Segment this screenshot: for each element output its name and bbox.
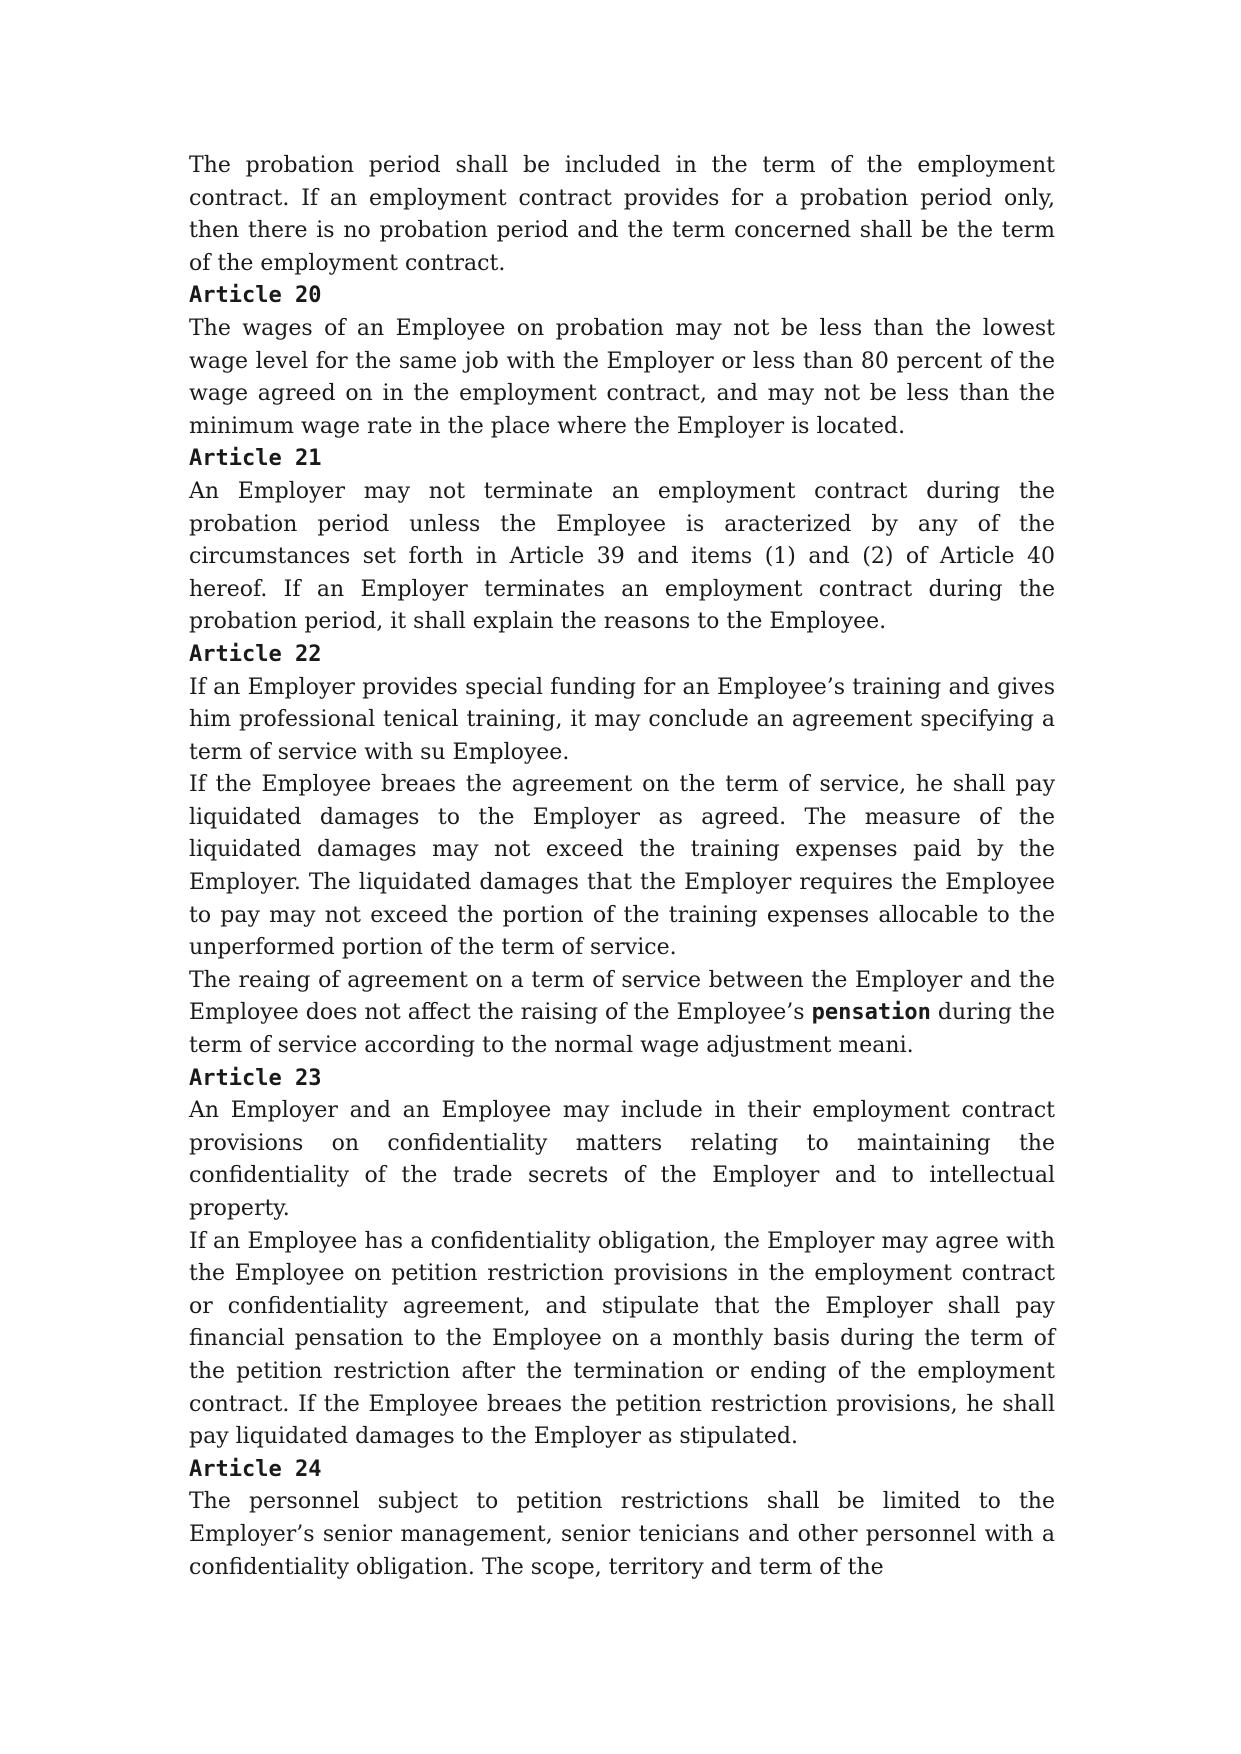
para-article-22-a: If an Employer provides special funding for an Employee’s training and gives him professional tenical training, it may conclude an agreement specifying a term of service with su Employee. [189, 674, 1055, 765]
article-21-heading: Article 21 [189, 446, 322, 472]
article-20-heading: Article 20 [189, 283, 322, 309]
bold-term-pensation: pensation [811, 1000, 931, 1026]
para-probation-term: The probation period shall be included in the term of the employment contract. If an employment contract provides for a probation period only, then there is no probation period and the term concerned shall be the term of the employment contract. [189, 153, 1055, 276]
article-23-heading: Article 23 [189, 1065, 322, 1091]
para-article-22-b: If the Employee breaes the agreement on the term of service, he shall pay liquidated damages to the Employer as agreed. The measure of the liquidated damages may not exceed the training expenses paid by the Employer. The liquidated damages that the Employer requires the Employee to pay may not exceed the portion of the training expenses allocable to the unperformed portion of the term of service. [189, 772, 1055, 961]
para-article-24: The personnel subject to petition restrictions shall be limited to the Employer’s senior management, senior tenicians and other personnel with a confidentiality obligation. The scope, territory and term of the [189, 1489, 1055, 1580]
para-article-22-c-after: during the term of service according to the normal wage adjustment meani. [189, 1000, 1055, 1059]
article-24-heading: Article 24 [189, 1456, 322, 1482]
para-article-21: An Employer may not terminate an employment contract during the probation period unless the Employee is aracterized by any of the circumstances set forth in Article 39 and items (1) and (2) of Article 40 hereof. If an Employer terminates an employment contract during the probation period, it shall explain the reasons to the Employee. [189, 478, 1055, 635]
para-article-22-c [189, 965, 1055, 1063]
para-article-20: The wages of an Employee on probation may not be less than the lowest wage level for the same job with the Employer or less than 80 percent of the wage agreed on in the employment contract, and may not be less than the minimum wage rate in the place where the Employer is located. [189, 315, 1055, 439]
para-article-22-c-before: The reaing of agreement on a term of service between the Employer and the Employee does not affect the raising of the Employee’s [189, 967, 1055, 1026]
para-article-23-b: If an Employee has a confidentiality obligation, the Employer may agree with the Employee on petition restriction provisions in the employment contract or confidentiality agreement, and stipulate that the Employer shall pay financial pensation to the Employee on a monthly basis during the term of the petition restriction after the termination or ending of the employment contract. If the Employee breaes the petition restriction provisions, he shall pay liquidated damages to the Employer as stipulated. [189, 1228, 1055, 1450]
article-22-heading: Article 22 [189, 641, 322, 667]
document-page [189, 150, 1055, 1584]
para-article-23-a: An Employer and an Employee may include in their employment contract provisions on confidentiality matters relating to maintaining the confidentiality of the trade secrets of the Employer and to intellectual property. [189, 1098, 1055, 1221]
